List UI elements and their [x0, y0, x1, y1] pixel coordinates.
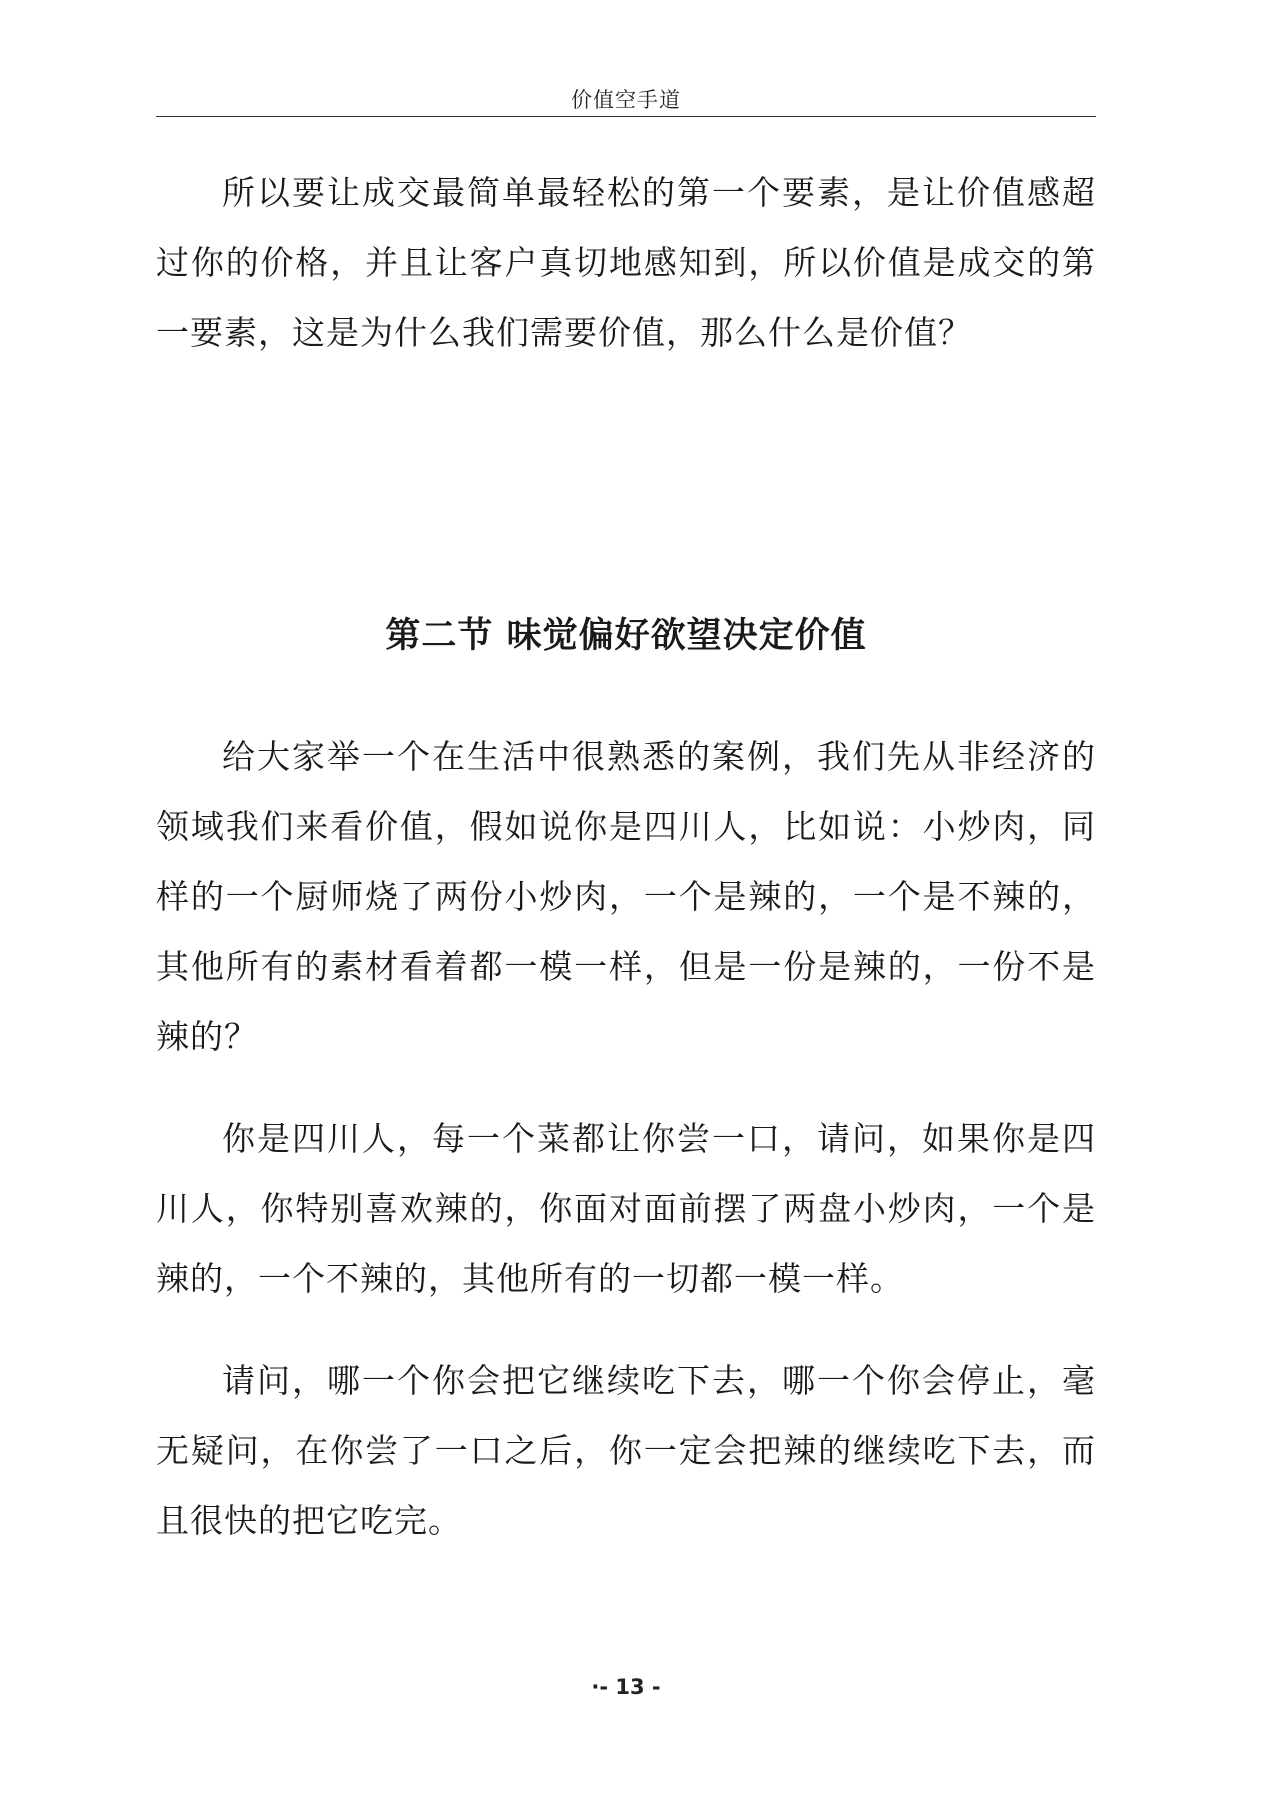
paragraph-4: 请问，哪一个你会把它继续吃下去，哪一个你会停止，毫无疑问，在你尝了一口之后，你一定会把辣的继续吃下去，而且很快的把它吃完。	[156, 1361, 1096, 1540]
page-number: ·- 13 -	[591, 1675, 661, 1699]
paragraph-3: 你是四川人，每一个菜都让你尝一口，请问，如果你是四川人，你特别喜欢辣的，你面对面前摆了两盘小炒肉，一个是辣的，一个不辣的，其他所有的一切都一模一样。	[156, 1119, 1096, 1298]
paragraph-1: 所以要让成交最简单最轻松的第一个要素，是让价值感超过你的价格，并且让客户真切地感知到，所以价值是成交的第一要素，这是为什么我们需要价值，那么什么是价值？	[156, 173, 1096, 352]
section-title: 第二节 味觉偏好欲望决定价值	[385, 616, 867, 656]
header-divider	[156, 116, 1096, 117]
paragraph-2: 给大家举一个在生活中很熟悉的案例，我们先从非经济的领域我们来看价值，假如说你是四川人，比如说：小炒肉，同样的一个厨师烧了两份小炒肉，一个是辣的，一个是不辣的，其他所有的素材看着都一模一样，但是一份是辣的，一份不是辣的？	[156, 737, 1096, 1056]
running-header: 价值空手道	[571, 88, 681, 112]
